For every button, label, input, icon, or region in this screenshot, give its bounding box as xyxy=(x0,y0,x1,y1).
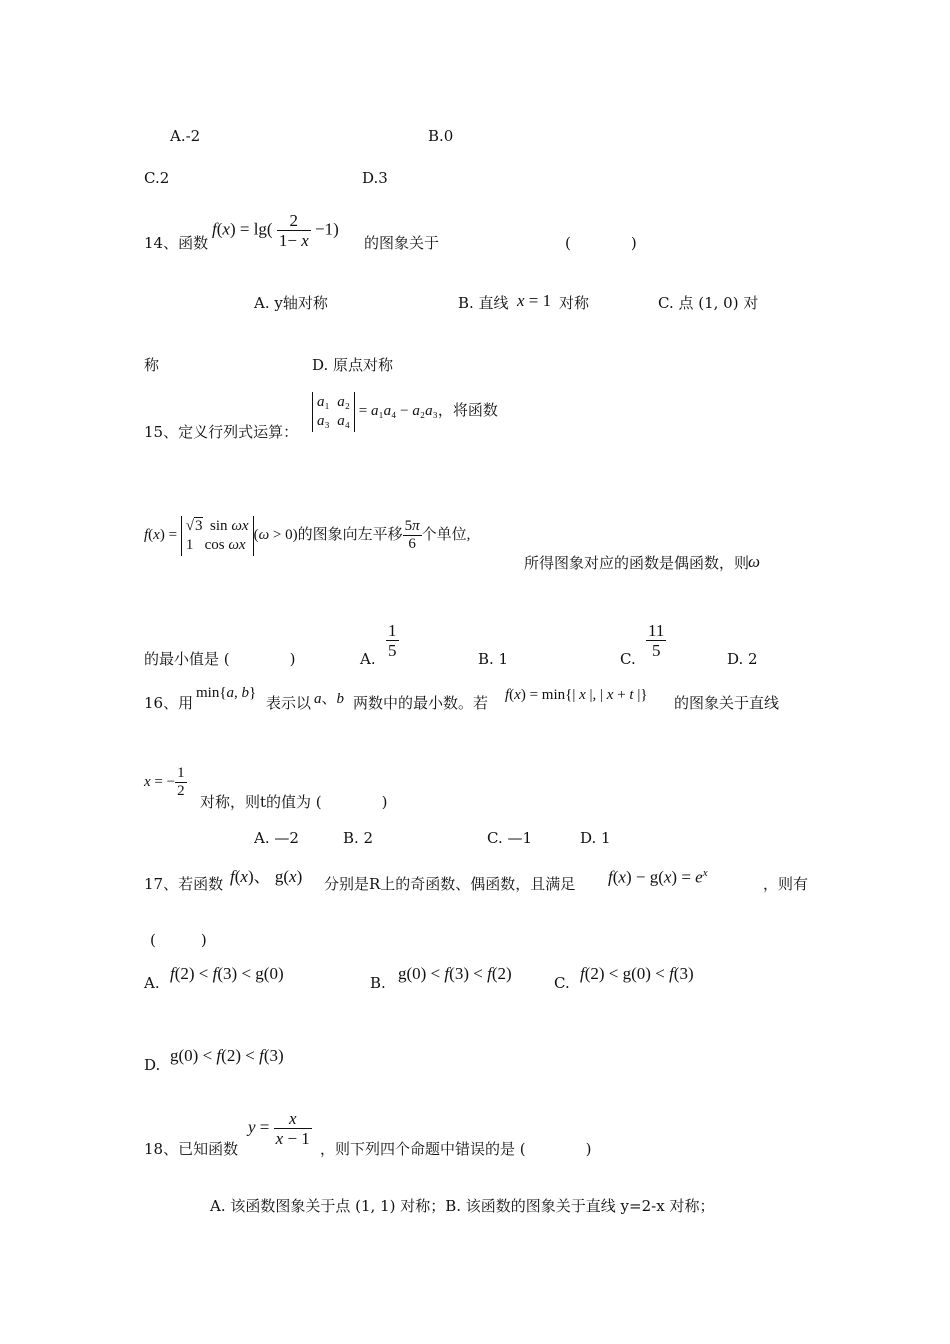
q16-function-formula: f(x) = min{| x |, | x + t |} xyxy=(505,687,648,703)
q16-suffix: 的图象关于直线 xyxy=(674,694,780,712)
q14-prefix: 14、函数 xyxy=(144,234,209,252)
q14-option-c-wrap: 称 xyxy=(144,356,160,374)
q16-option-a: A. —2 xyxy=(254,829,299,847)
q18-prefix: 18、已知函数 xyxy=(144,1140,239,1158)
q18-suffix: ，则下列四个命题中错误的是 ( ) xyxy=(320,1140,592,1158)
q17-suffix: ，则有 xyxy=(763,875,809,893)
q17-option-a-formula: f(2) < f(3) < g(0) xyxy=(170,964,284,983)
q15-option-a: A. xyxy=(360,650,376,668)
q17-prefix: 17、若函数 xyxy=(144,875,224,893)
q17-option-c: C. xyxy=(554,974,570,992)
q14-formula: f(x) = lg( $\frac{2}{1- x}$ −1) xyxy=(212,211,339,250)
q14-option-a: A. y轴对称 xyxy=(254,294,328,312)
q14-option-b-formula: x = 1 xyxy=(517,291,552,310)
q17-option-d: D. xyxy=(144,1056,161,1074)
q16-line2: 对称，则t的值为 ( ) xyxy=(200,793,388,811)
q15-determinant-definition: a₁ a₂ a₃ a₄ = a₁a₄ − a₂a₃，将函数 xyxy=(312,392,498,432)
q17-option-b: B. xyxy=(370,974,386,992)
q15-line2: 所得图象对应的函数是偶函数，则 xyxy=(524,554,750,572)
q14-option-c: C. 点 (1, 0) 对 xyxy=(658,294,759,312)
q14-option-d: D. 原点对称 xyxy=(312,356,394,374)
q16-line-formula: x = − $\frac{1}{2}$ xyxy=(144,765,185,799)
q17-option-a: A. xyxy=(144,974,160,992)
q16-ab: a、b xyxy=(314,691,345,707)
q17-mid: 分别是R上的奇函数、偶函数，且满足 xyxy=(324,875,576,893)
q16-prefix: 16、用 xyxy=(144,694,194,712)
q13-option-d: D.3 xyxy=(362,169,388,187)
q17-answer-paren: ( ) xyxy=(150,931,207,949)
q15-line3: 的最小值是 ( ) xyxy=(144,650,296,668)
q13-option-c: C.2 xyxy=(144,169,170,187)
q14-option-b-pre: B. 直线 xyxy=(458,294,509,312)
q15-omega: ω xyxy=(748,552,761,571)
q15-shift-text: 的图象向左平移 xyxy=(297,527,403,544)
q15-unit-text: 个单位, xyxy=(421,527,471,544)
q15-option-d: D. 2 xyxy=(727,650,758,668)
q15-prefix: 15、定义行列式运算： xyxy=(144,423,299,441)
q18-options-ab: A. 该函数图象关于点 (1, 1) 对称；B. 该函数的图象关于直线 y=2-x 对称； xyxy=(210,1197,715,1215)
q16-option-d: D. 1 xyxy=(580,829,611,847)
q13-option-a: A.-2 xyxy=(170,127,201,145)
q17-option-d-formula: g(0) < f(2) < f(3) xyxy=(170,1046,284,1065)
q15-option-c: C. xyxy=(620,650,636,668)
q14-option-b-post: 对称 xyxy=(559,294,590,312)
q17-option-c-formula: f(2) < g(0) < f(3) xyxy=(580,964,694,983)
q17-condition: $f(x) - g(x) = e^x$ xyxy=(608,867,708,887)
q16-mid2: 两数中的最小数。若 xyxy=(353,694,489,712)
q16-option-b: B. 2 xyxy=(343,829,374,847)
q15-option-a-frac: $\frac{1}{5}$ xyxy=(388,621,397,660)
q13-option-b: B.0 xyxy=(428,127,454,145)
q16-mid1: 表示以 xyxy=(266,694,312,712)
q15-formula-tail: ，将函数 xyxy=(437,403,498,420)
q17-option-b-formula: g(0) < f(3) < f(2) xyxy=(398,964,512,983)
q17-functions: f(x)、 g(x) xyxy=(230,867,303,886)
q15-option-c-frac: $\frac{11}{5}$ xyxy=(648,621,665,660)
q14-answer-paren: ( ) xyxy=(565,234,637,252)
q18-formula: y = $\frac{x}{x - 1}$ xyxy=(248,1109,310,1148)
q15-option-b: B. 1 xyxy=(478,650,509,668)
q15-function-formula: f(x) = √3 sin ωx 1 cos ωx (ω > 0)的图象向左平移 $\frac{5\pi}{6}$ 个单位, xyxy=(144,516,470,556)
q16-min-notation: min{a, b} xyxy=(196,685,257,701)
q16-option-c: C. —1 xyxy=(487,829,533,847)
q14-suffix: 的图象关于 xyxy=(364,234,440,252)
